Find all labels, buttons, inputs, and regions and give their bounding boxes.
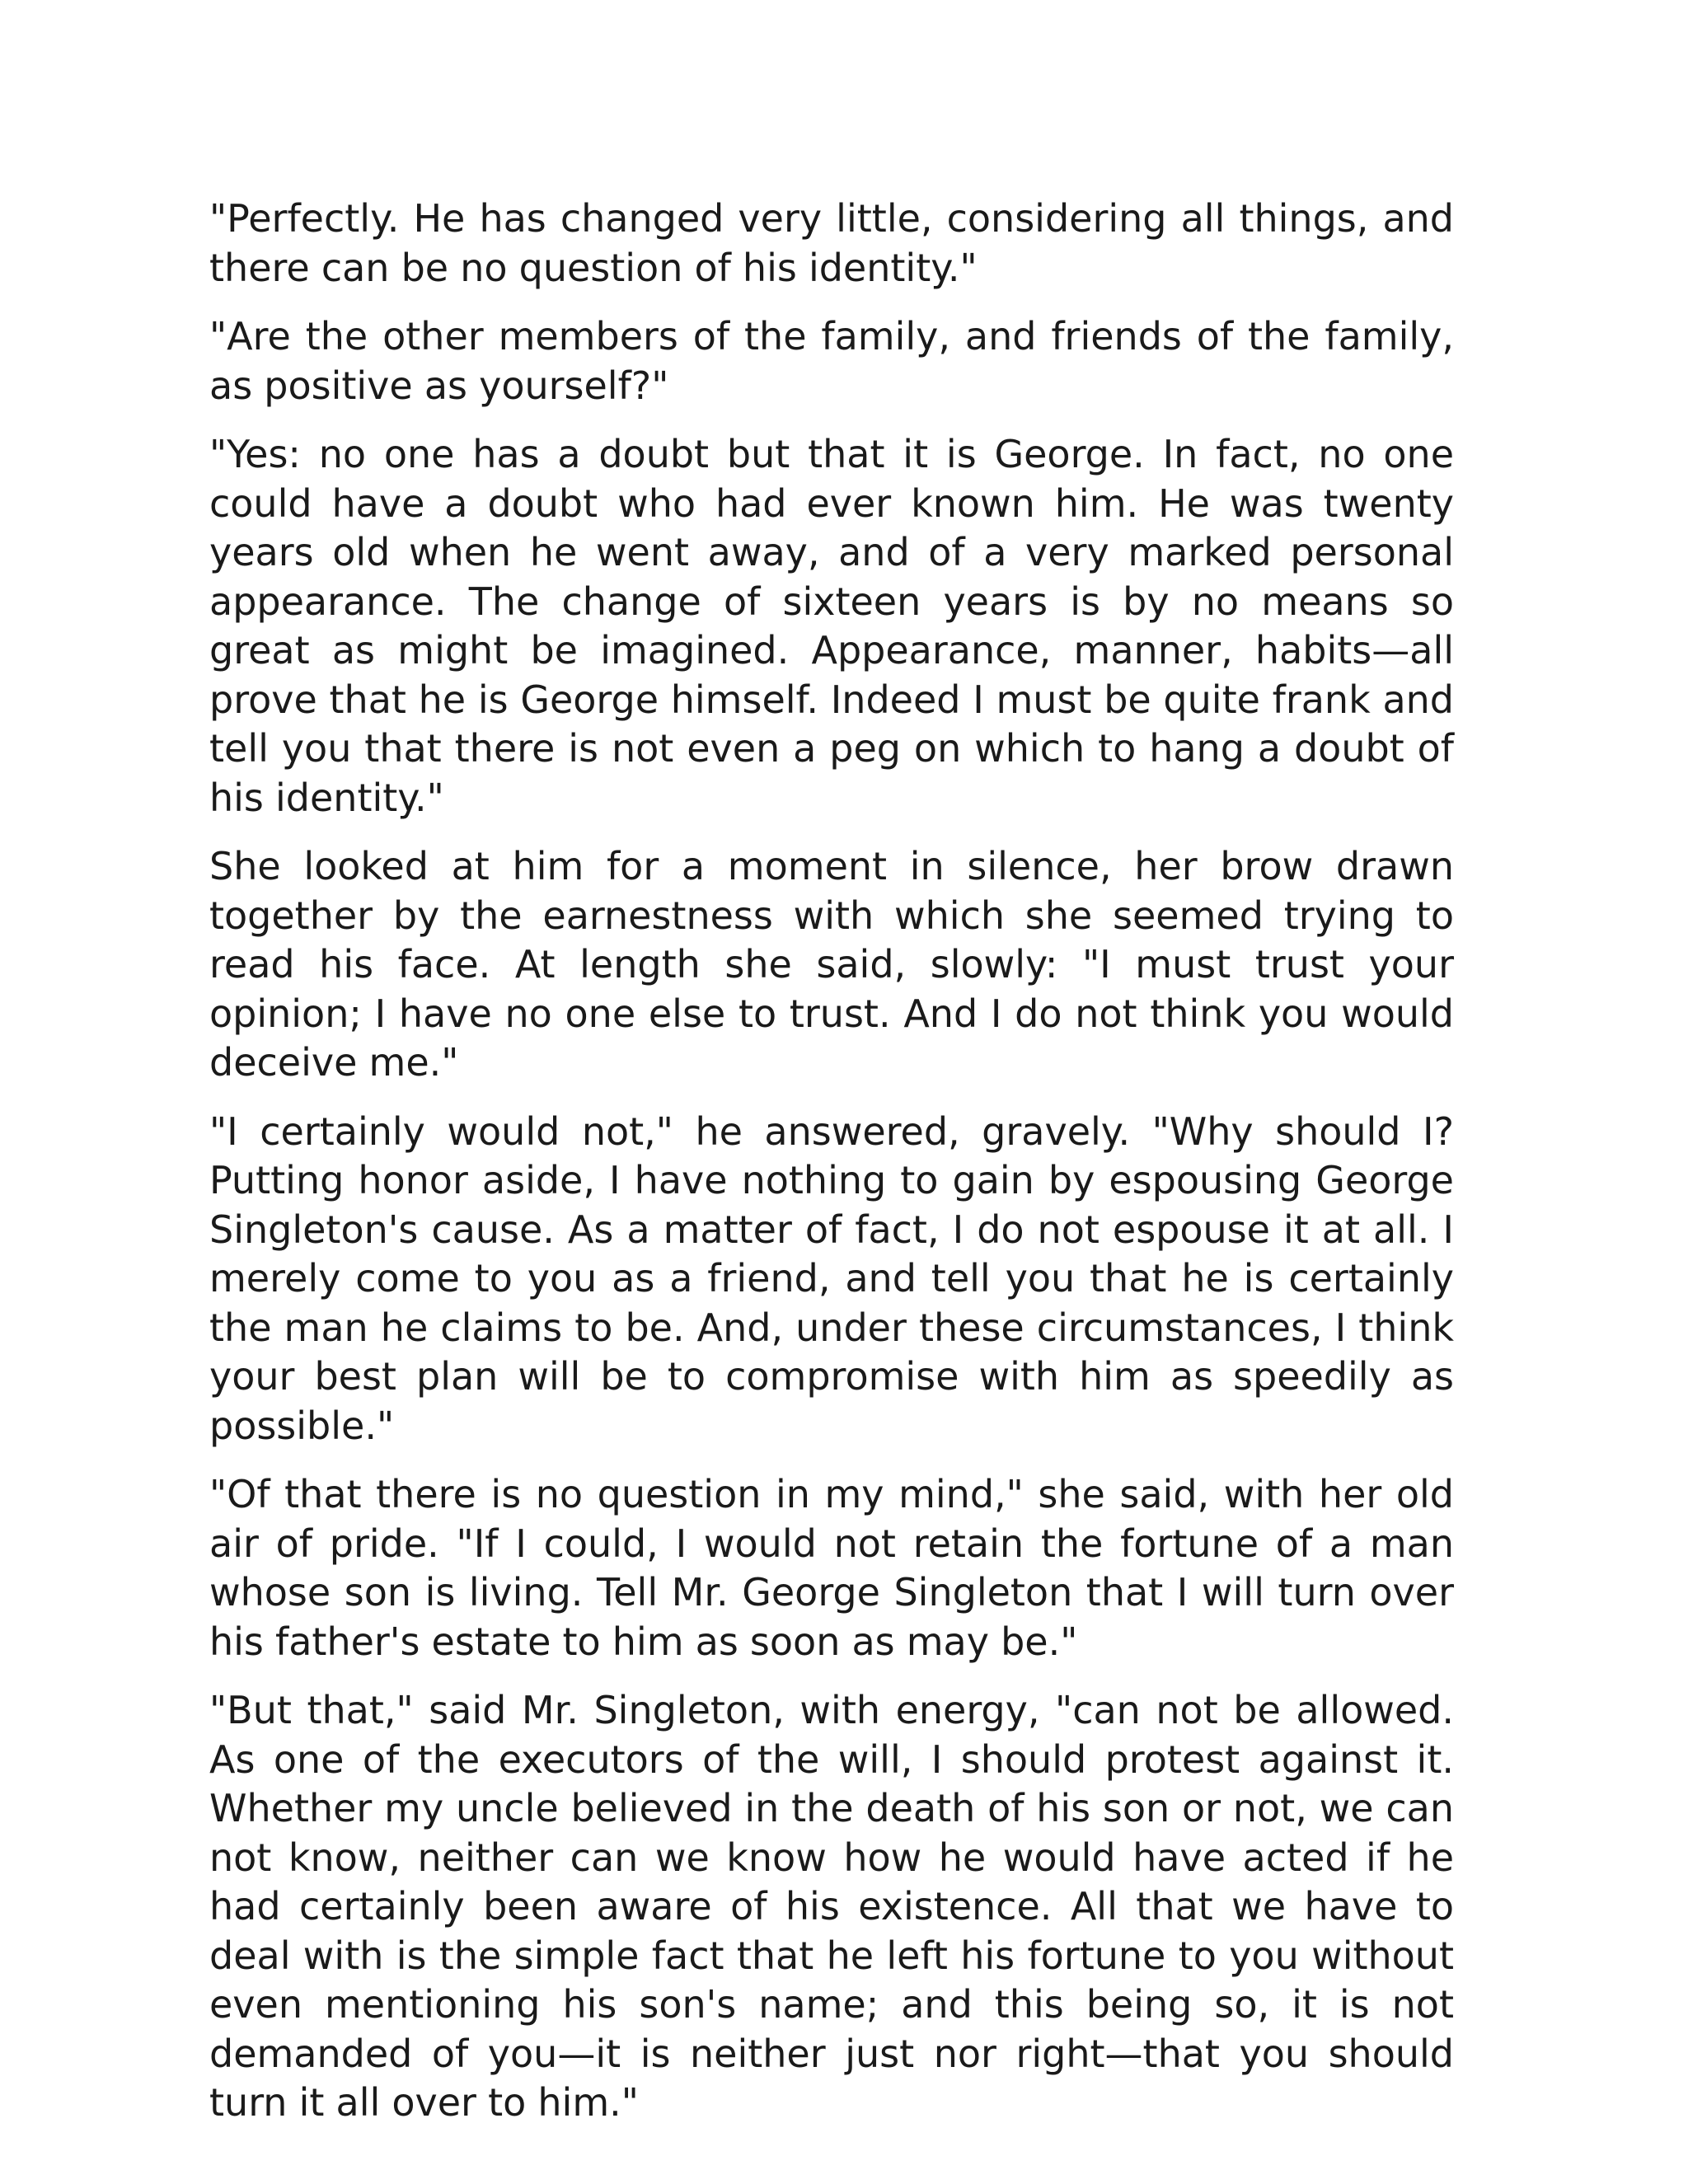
paragraph-4: She looked at him for a moment in silence, her brow drawn together by the earnestness with which she seemed trying to read his face. At length she said, slowly: "I must trust your opinion; I have no one else to trust. And I do not think you would deceive me." (209, 844, 1454, 1085)
paragraph-1: "Perfectly. He has changed very little, considering all things, and there can be no question of his identity." (209, 196, 1454, 290)
paragraph-3: "Yes: no one has a doubt but that it is George. In fact, no one could have a doubt who had ever known him. He was twenty years old when he went away, and of a very marked personal appearance. The change of sixteen years is by no means so great as might be imagined. Appearance, manner, habits—all prove that he is George himself. Indeed I must be quite frank and tell you that there is not even a peg on which to hang a doubt of his identity." (209, 432, 1454, 820)
paragraph-2: "Are the other members of the family, and friends of the family, as positive as yourself?" (209, 314, 1454, 408)
paragraph-6: "Of that there is no question in my mind," she said, with her old air of pride. "If I could, I would not retain the fortune of a man whose son is living. Tell Mr. George Singleton that I will turn over his father's estate to him as soon as may be." (209, 1472, 1454, 1664)
paragraph-7: "But that," said Mr. Singleton, with energy, "can not be allowed. As one of the executors of the will, I should protest against it. Whether my uncle believed in the death of his son or not, we can not know, neither can we know how he would have acted if he had certainly been aware of his existence. All that we have to deal with is the simple fact that he left his fortune to you without even mentioning his son's name; and this being so, it is not demanded of you—it is neither just nor right—that you should turn it all over to him." (209, 1688, 1454, 2125)
paragraph-5: "I certainly would not," he answered, gravely. "Why should I? Putting honor aside, I have nothing to gain by espousing George Singleton's cause. As a matter of fact, I do not espouse it at all. I merely come to you as a friend, and tell you that he is certainly the man he claims to be. And, under these circumstances, I think your best plan will be to compromise with him as speedily as possible." (209, 1108, 1454, 1448)
document-page (209, 194, 1454, 2148)
